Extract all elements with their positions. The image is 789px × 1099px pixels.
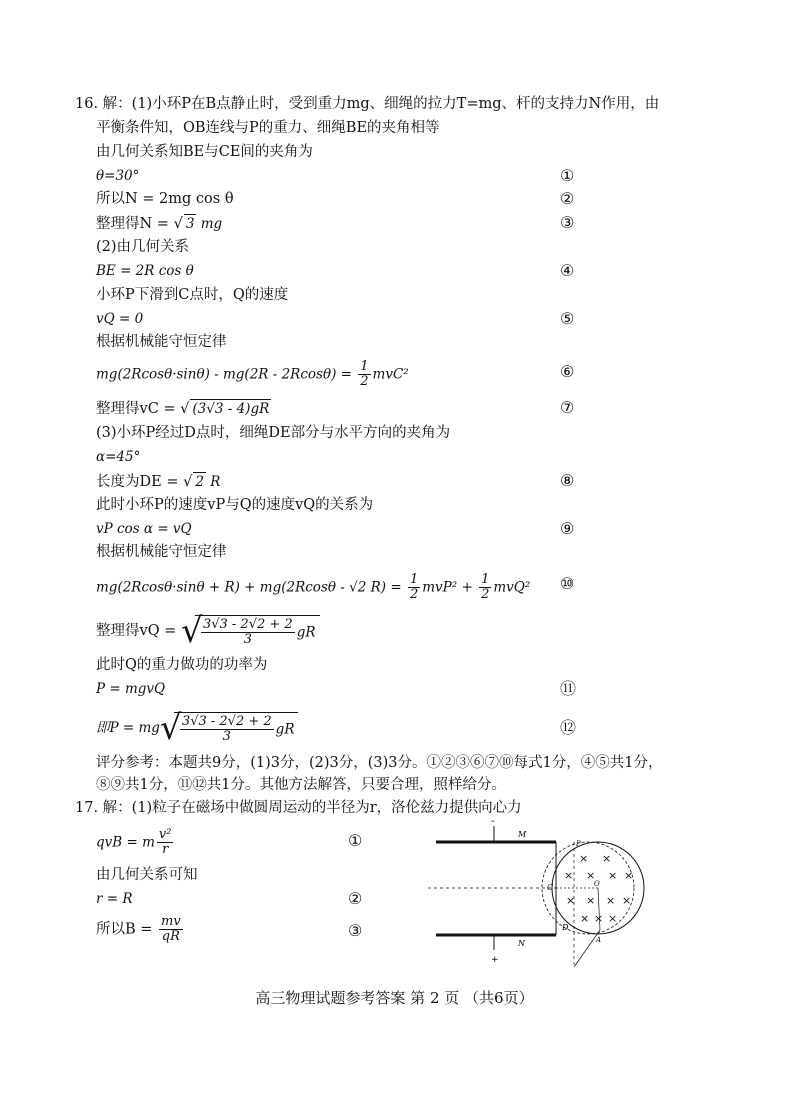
q17-line-5: [96, 915, 185, 944]
q16-line-16: 长度为DE = √ 2 R: [96, 474, 221, 490]
q16-l20-den1: 2: [409, 587, 419, 602]
cross-mark: ×: [622, 894, 632, 907]
q16-l12-pre: mg(2Rcosθ·sinθ) - mg(2R - 2Rcosθ) =: [96, 366, 357, 383]
q16-line-20: [96, 573, 530, 602]
q16-l24-den: 3: [222, 729, 231, 744]
q16-l6-sqrt: 3: [185, 216, 195, 232]
q16-line-1: 16. 解：(1)小环P在B点静止时，受到重力mg、细绳的拉力T=mg、杆的支持力N作用，由: [75, 96, 660, 112]
cross-mark: ×: [566, 894, 576, 907]
q16-line-5: 所以N = 2mg cos θ: [96, 191, 234, 207]
q16-line-21: 整理得vQ = √ $\frac{3√3 - 2√2 + 2}{3}$ gR: [96, 615, 320, 647]
cross-mark: ×: [586, 894, 596, 907]
q16-line-6: 整理得N = √ 3 mg: [96, 216, 223, 232]
q16-l13-pre: 整理得vC =: [96, 401, 181, 417]
q17-l5-den: qR: [161, 929, 180, 944]
q17-mark-3: ③: [348, 921, 363, 940]
page-footer: 高三物理试题参考答案 第 2 页 （共6页）: [255, 989, 534, 1007]
q16-l12-den: 2: [360, 374, 369, 389]
q16-l6-pre: 整理得N =: [96, 216, 174, 232]
q16-line-9: 小环P下滑到C点时，Q的速度: [96, 287, 289, 303]
q17-mark-2: ②: [348, 889, 363, 908]
q16-line-8: BE = 2R cos θ: [96, 263, 194, 279]
label-minus: -: [491, 816, 495, 827]
cross-mark: ×: [594, 912, 604, 925]
q16-line-3: 由几何关系知BE与CE间的夹角为: [96, 144, 313, 160]
q16-l13-sqrt: (3√3 - 4)gR: [192, 401, 270, 417]
label-n: N: [518, 939, 525, 948]
q16-line-2: 平衡条件知，OB连线与P的重力、细绳BE的夹角相等: [96, 120, 440, 136]
q16-l16-sqrt: 2: [195, 474, 204, 490]
eq-mark-7: ⑦: [560, 398, 575, 417]
eq-mark-8: ⑧: [560, 471, 575, 490]
q17-mark-1: ①: [348, 831, 363, 850]
label-o: O: [594, 880, 600, 888]
q16-line-11: 根据机械能守恒定律: [96, 334, 227, 350]
q17-l2-num: v²: [158, 827, 172, 842]
eq-mark-11: ⑪: [560, 679, 577, 698]
label-d: D: [562, 923, 569, 932]
q16-line-24: 即P = mg √ $\frac{3√3 - 2√2 + 2}{3}$ gR: [96, 712, 298, 744]
q16-l16-pre: 长度为DE =: [96, 474, 184, 490]
q16-line-10: vQ = 0: [96, 311, 144, 327]
q17-l5-pre: 所以B =: [96, 921, 158, 938]
eq-mark-9: ⑨: [560, 519, 575, 538]
q16-l20-mid: mvP² +: [422, 579, 478, 596]
q16-scoring-2: ⑧⑨共1分，⑪⑫共1分。其他方法解答，只要合理，照样给分。: [96, 777, 506, 793]
q16-l20-num2: 1: [481, 572, 490, 587]
eq-mark-12: ⑫: [560, 718, 577, 737]
q17-l5-num: mv: [161, 914, 181, 929]
q16-line-12: [96, 360, 409, 389]
cross-mark: ×: [608, 912, 618, 925]
eq-mark-10: ⑩: [560, 574, 575, 593]
q16-l12-num: 1: [360, 359, 369, 374]
q16-l20-pre: mg(2Rcosθ·sinθ + R) + mg(2Rcosθ - √2 R) =: [96, 579, 406, 596]
eq-mark-1: ①: [560, 166, 575, 185]
q16-l21-pre: 整理得vQ =: [96, 623, 181, 639]
q16-l21-den: 3: [243, 632, 252, 647]
cross-mark: ×: [580, 912, 590, 925]
q16-line-23: P = mgvQ: [96, 681, 166, 697]
magnetic-field-diagram: [428, 812, 658, 972]
q16-line-18: vP cos α = vQ: [96, 521, 192, 537]
eq-mark-3: ③: [560, 213, 575, 232]
cross-mark: ×: [586, 869, 596, 882]
q16-line-22: 此时Q的重力做功的功率为: [96, 657, 268, 673]
q17-l2-den: r: [162, 842, 169, 857]
cross-mark: ×: [608, 869, 618, 882]
cross-mark: ×: [602, 852, 612, 865]
q17-l2-pre: qvB = m: [96, 834, 155, 851]
q17-line-2: [96, 828, 175, 857]
eq-mark-4: ④: [560, 261, 575, 280]
q16-l21-post: gR: [296, 624, 316, 641]
label-p: P: [576, 840, 581, 848]
cross-mark: ×: [606, 894, 616, 907]
label-c: C: [547, 883, 554, 892]
q16-l24-pre: 即P = mg: [96, 720, 160, 736]
cross-mark: ×: [564, 869, 574, 882]
q16-line-7: (2)由几何关系: [96, 239, 190, 255]
q16-l12-post: mvC²: [372, 366, 409, 383]
q16-line-15: α=45°: [96, 449, 141, 465]
q16-l24-num: 3√3 - 2√2 + 2: [181, 714, 272, 729]
q16-l6-post: mg: [196, 216, 223, 232]
eq-mark-5: ⑤: [560, 309, 575, 328]
q17-line-1: 17. 解：(1)粒子在磁场中做圆周运动的半径为r，洛伦兹力提供向心力: [75, 800, 522, 816]
q16-line-14: (3)小环P经过D点时，细绳DE部分与水平方向的夹角为: [96, 425, 451, 441]
cross-mark: ×: [579, 852, 589, 865]
label-a: A: [596, 936, 602, 944]
q16-l24-post: gR: [275, 721, 295, 738]
q16-l20-den2: 2: [481, 587, 490, 602]
q16-line-4: θ=30°: [96, 168, 140, 184]
q16-line-19: 根据机械能守恒定律: [96, 544, 227, 560]
q16-l21-num: 3√3 - 2√2 + 2: [202, 617, 293, 632]
q17-line-4: r = R: [96, 891, 133, 907]
q16-line-13: 整理得vC = √ (3√3 - 4)gR: [96, 401, 270, 417]
q16-scoring-1: 评分参考：本题共9分，(1)3分，(2)3分，(3)3分。①②③⑥⑦⑩每式1分，④⑤共1分，: [96, 755, 663, 771]
q16-l20-num1: 1: [409, 572, 419, 587]
eq-mark-6: ⑥: [560, 362, 575, 381]
label-plus: +: [491, 955, 499, 965]
eq-mark-2: ②: [560, 189, 575, 208]
q16-l16-post: R: [205, 474, 221, 490]
q17-line-3: 由几何关系可知: [96, 867, 198, 883]
label-m: M: [518, 830, 527, 839]
q16-line-17: 此时小环P的速度vP与Q的速度vQ的关系为: [96, 497, 374, 513]
q16-l20-post: mvQ²: [493, 579, 531, 596]
cross-mark: ×: [624, 869, 634, 882]
